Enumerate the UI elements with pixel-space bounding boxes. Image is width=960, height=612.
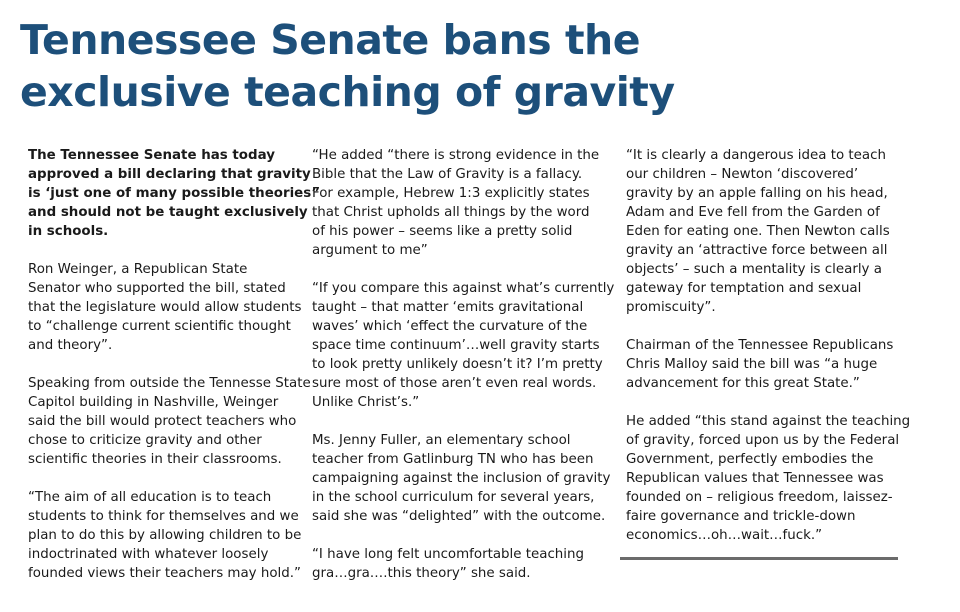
text-line: said the bill would protect teachers who	[28, 414, 297, 429]
text-line: Speaking from outside the Tennesse State	[28, 376, 311, 391]
text-line: said she was “delighted” with the outcome.	[312, 509, 606, 524]
text-line: “The aim of all education is to teach	[28, 490, 272, 505]
text-line: Republican values that Tennessee was	[626, 471, 884, 486]
text-line: campaigning against the inclusion of gravity	[312, 471, 611, 486]
text-line: Ron Weinger, a Republican State	[28, 262, 248, 277]
text-line: argument to me”	[312, 243, 428, 258]
text-line: students to think for themselves and we	[28, 509, 299, 524]
text-line: Senator who supported the bill, stated	[28, 281, 286, 296]
text-line: sure most of those aren’t even real words.	[312, 376, 597, 391]
lead-paragraph	[28, 146, 321, 241]
text-line: gravity an ‘attractive force between all	[626, 243, 888, 258]
text-line: economics…oh…wait…fuck.”	[626, 528, 823, 543]
text-line: in the school curriculum for several years,	[312, 490, 595, 505]
article-column-2	[312, 146, 615, 602]
text-line: and theory”.	[28, 338, 113, 353]
text-line: Unlike Christ’s.”	[312, 395, 420, 410]
text-line: objects’ – such a mentality is clearly a	[626, 262, 882, 277]
text-line: indoctrinated with whatever loosely	[28, 547, 269, 562]
text-line: “If you compare this against what’s currently	[312, 281, 615, 296]
text-line: scientific theories in their classrooms.	[28, 452, 282, 467]
text-line: approved a bill declaring that gravity	[28, 167, 311, 182]
text-line: He added “this stand against the teaching	[626, 414, 911, 429]
text-line: “It is clearly a dangerous idea to teach	[626, 148, 886, 163]
article-paragraph	[28, 488, 310, 583]
text-line: faire governance and trickle-down	[626, 509, 856, 524]
text-line: The Tennessee Senate has today	[28, 148, 275, 163]
text-line: to “challenge current scientific thought	[28, 319, 291, 334]
text-line: plan to do this by allowing children to be	[28, 528, 302, 543]
headline-line-2: exclusive teaching of gravity	[20, 68, 675, 116]
article-paragraph	[312, 146, 610, 260]
text-line: is ‘just one of many possible theories”	[28, 186, 321, 201]
text-line: space time continuum’…well gravity starts	[312, 338, 600, 353]
article-paragraph	[28, 374, 310, 469]
article-paragraph	[312, 279, 615, 412]
article-paragraph	[626, 146, 904, 317]
text-line: Chris Malloy said the bill was “a huge	[626, 357, 878, 372]
text-line: advancement for this great State.”	[626, 376, 860, 391]
text-line: founded on – religious freedom, laissez-	[626, 490, 893, 505]
text-line: in schools.	[28, 224, 109, 239]
text-line: For example, Hebrew 1:3 explicitly states	[312, 186, 590, 201]
text-line: of gravity, forced upon us by the Federal	[626, 433, 900, 448]
article-headline	[20, 14, 720, 118]
article-paragraph	[626, 412, 911, 545]
text-line: that Christ upholds all things by the word	[312, 205, 590, 220]
text-line: waves’ which ‘effect the curvature of the	[312, 319, 588, 334]
article-paragraph	[626, 336, 904, 393]
text-line: gra…gra….this theory” she said.	[312, 566, 531, 581]
text-line: our children – Newton ‘discovered’	[626, 167, 859, 182]
text-line: chose to criticize gravity and other	[28, 433, 262, 448]
text-line: founded views their teachers may hold.”	[28, 566, 301, 581]
text-line: Chairman of the Tennessee Republicans	[626, 338, 894, 353]
text-line: gravity by an apple falling on his head,	[626, 186, 888, 201]
article-paragraph	[312, 431, 610, 526]
text-line: teacher from Gatlinburg TN who has been	[312, 452, 594, 467]
text-line: Capitol building in Nashville, Weinger	[28, 395, 279, 410]
text-line: Ms. Jenny Fuller, an elementary school	[312, 433, 571, 448]
text-line: and should not be taught exclusively	[28, 205, 308, 220]
article-column-1	[28, 146, 321, 602]
text-line: Bible that the Law of Gravity is a fallacy.	[312, 167, 583, 182]
text-line: Government, perfectly embodies the	[626, 452, 874, 467]
article-paragraph	[312, 545, 610, 583]
text-line: taught – that matter ‘emits gravitational	[312, 300, 584, 315]
text-line: Adam and Eve fell from the Garden of	[626, 205, 880, 220]
end-of-article-rule	[620, 557, 898, 560]
text-line: promiscuity”.	[626, 300, 716, 315]
text-line: “He added “there is strong evidence in the	[312, 148, 600, 163]
article-paragraph	[28, 260, 310, 355]
text-line: that the legislature would allow students	[28, 300, 302, 315]
text-line: to look pretty unlikely doesn’t it? I’m pretty	[312, 357, 603, 372]
text-line: of his power – seems like a pretty solid	[312, 224, 573, 239]
text-line: Eden for eating one. Then Newton calls	[626, 224, 890, 239]
text-line: gateway for temptation and sexual	[626, 281, 862, 296]
headline-line-1: Tennessee Senate bans the	[20, 16, 641, 64]
text-line: “I have long felt uncomfortable teaching	[312, 547, 584, 562]
article-column-3	[626, 146, 911, 564]
